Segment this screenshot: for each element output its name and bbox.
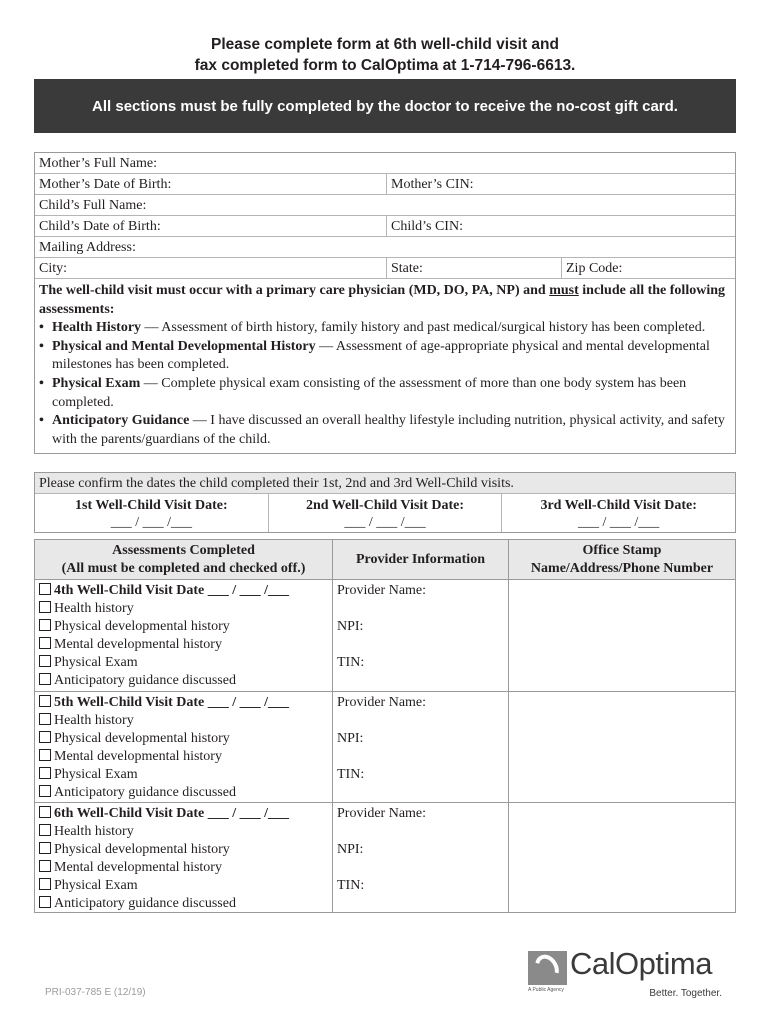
checklist-item[interactable] [39,784,332,802]
heading-line-2: fax completed form to CalOptima at 1-714-796-6613. [194,57,576,74]
requirement-text: — Complete physical exam consisting of the assessment of more than one body system has been completed. [52,375,687,410]
checklist-label: Anticipatory guidance discussed [54,896,236,911]
provider-name-label: Provider Name: [337,695,427,710]
checklist-label: Physical Exam [54,655,138,670]
mother-name-field[interactable]: Mother’s Full Name: [39,156,157,171]
assessments-completed-header [35,540,332,579]
office-stamp-cell[interactable] [508,580,735,691]
assessments-table [34,539,736,913]
tin-label: TIN: [337,655,365,670]
checkbox[interactable] [39,785,51,797]
requirement-item [39,412,729,449]
previous-visits-table [34,472,736,533]
checklist-item[interactable] [39,766,332,784]
checkbox[interactable] [39,896,51,908]
visit-date-blank: ___ / ___ /___ [110,515,192,530]
checkbox[interactable] [39,731,51,743]
checklist-item[interactable] [39,672,332,690]
checklist-item[interactable] [39,654,332,672]
npi-label: NPI: [337,731,364,746]
visit-date-title: 3rd Well-Child Visit Date: [540,498,697,513]
checklist-item[interactable] [39,600,332,618]
checklist-label: Health history [54,713,134,728]
provider-name-label: Provider Name: [337,806,427,821]
requirement-title: Health History [52,320,142,336]
checklist-label: Anticipatory guidance discussed [54,785,236,800]
office-stamp-cell[interactable] [508,692,735,802]
npi-label: NPI: [337,619,364,634]
requirement-item [39,338,729,375]
requirements-lead-must: must [549,283,579,298]
checkbox[interactable] [39,767,51,779]
patient-info-form [34,152,736,454]
checkbox[interactable] [39,601,51,613]
visit-6-block [35,802,735,913]
mailing-address-field[interactable]: Mailing Address: [39,240,136,255]
visit-date-blank: ___ / ___ /___ [344,515,426,530]
provider-info-header: Provider Information [332,540,508,579]
assessments-header-row [35,540,735,580]
mailing-row [35,237,735,258]
checklist-label: Physical Exam [54,878,138,893]
visit-date-label: 4th Well-Child Visit Date ___ / ___ /___ [54,583,290,598]
checkbox[interactable] [39,860,51,872]
caloptima-logo [528,946,728,1001]
header-line: Name/Address/Phone Number [530,560,714,576]
checklist-label: Health history [54,824,134,839]
visit-date-label: 5th Well-Child Visit Date ___ / ___ /___ [54,695,290,710]
requirements-section [35,279,735,453]
requirements-lead [39,282,729,319]
header-line: Office Stamp [582,542,662,558]
bullet: • [39,375,44,391]
logo-agency: A Public Agency [528,987,564,993]
checklist-label: Physical developmental history [54,731,230,746]
city-field[interactable]: City: [39,261,68,276]
checkbox[interactable] [39,878,51,890]
requirement-title: Physical Exam [52,375,141,391]
requirements-lead-a: The well-child visit must occur with a primary care physician (MD, DO, PA, NP) and [39,283,550,298]
instruction-banner: All sections must be fully completed by the doctor to receive the no-cost gift card. [34,79,736,133]
bullet: • [39,413,44,429]
checkbox[interactable] [39,655,51,667]
provider-name-label: Provider Name: [337,583,427,598]
visit-5-block [35,691,735,802]
checklist-item[interactable] [39,636,332,654]
requirement-title: Anticipatory Guidance [52,413,190,429]
previous-visits-intro: Please confirm the dates the child completed their 1st, 2nd and 3rd Well-Child visits. [35,473,735,494]
requirements-list [39,319,729,449]
child-name-field[interactable]: Child’s Full Name: [39,198,147,213]
checklist-item[interactable] [39,895,332,913]
form-code: PRI-037-785 E (12/19) [45,987,146,998]
visit-date-label: 6th Well-Child Visit Date ___ / ___ /___ [54,806,290,821]
city-row [35,258,735,279]
checklist-label: Mental developmental history [54,637,222,652]
checkbox[interactable] [39,824,51,836]
visit-date-title: 2nd Well-Child Visit Date: [305,498,465,513]
office-stamp-cell[interactable] [508,803,735,913]
assessments-checklist [35,803,332,913]
checkbox[interactable] [39,673,51,685]
checklist-item[interactable] [39,841,332,859]
child-dob-field[interactable]: Child’s Date of Birth: [39,219,161,234]
heading-line-1: Please complete form at 6th well-child visit and [211,36,559,53]
header-line: (All must be completed and checked off.) [61,560,306,576]
visit-date-line[interactable] [39,582,332,600]
tin-label: TIN: [337,767,365,782]
checkbox[interactable] [39,695,51,707]
requirement-title: Physical and Mental Developmental History [52,338,316,354]
office-stamp-header [508,540,735,579]
requirement-text: — Assessment of birth history, family history and past medical/surgical history has been completed. [141,320,706,336]
bullet: • [39,320,44,336]
visit-4-block [35,580,735,691]
checklist-label: Physical Exam [54,767,138,782]
caloptima-mark-icon [528,951,567,985]
requirement-item [39,375,729,412]
assessments-checklist [35,692,332,802]
visit-date-line[interactable] [39,694,332,712]
visit-date-title: 1st Well-Child Visit Date: [75,498,228,513]
visit-1-date-cell[interactable] [35,494,268,532]
checklist-item[interactable] [39,748,332,766]
requirement-text: — Assessment of age-appropriate physical and mental developmental milestones has been completed. [52,338,710,373]
checklist-label: Health history [54,601,134,616]
zip-field[interactable]: Zip Code: [561,258,735,278]
checklist-item[interactable] [39,859,332,877]
checklist-label: Physical developmental history [54,619,230,634]
checkbox[interactable] [39,713,51,725]
mother-name-row [35,153,735,174]
mother-dob-row [35,174,735,195]
provider-info-cell[interactable] [332,803,508,913]
checklist-label: Physical developmental history [54,842,230,857]
checklist-item[interactable] [39,823,332,841]
checkbox[interactable] [39,806,51,818]
logo-tagline: Better. Together. [649,988,722,999]
bullet: • [39,338,44,354]
checklist-item[interactable] [39,712,332,730]
mother-dob-field[interactable]: Mother’s Date of Birth: [39,177,172,192]
child-name-row [35,195,735,216]
checkbox[interactable] [39,749,51,761]
checklist-item[interactable] [39,730,332,748]
npi-label: NPI: [337,842,364,857]
child-cin-field[interactable]: Child’s CIN: [386,216,735,236]
checkbox[interactable] [39,842,51,854]
checklist-item[interactable] [39,618,332,636]
provider-info-cell[interactable] [332,580,508,691]
visit-3-date-cell[interactable] [501,494,735,532]
header-line: Assessments Completed [112,542,255,558]
provider-info-cell[interactable] [332,692,508,802]
mother-cin-field[interactable]: Mother’s CIN: [386,174,735,194]
visit-date-line[interactable] [39,805,332,823]
checklist-item[interactable] [39,877,332,895]
tin-label: TIN: [337,878,365,893]
requirements-lead-b: include all the following assessments: [39,283,725,317]
child-dob-row [35,216,735,237]
previous-visits-columns [35,494,735,532]
checklist-label: Anticipatory guidance discussed [54,673,236,688]
requirement-text: — I have discussed an overall healthy lifestyle including nutrition, physical activity, and safety with the parents/guardians of the child. [52,413,725,447]
checklist-label: Mental developmental history [54,860,222,875]
visit-date-blank: ___ / ___ /___ [578,515,660,530]
visit-2-date-cell[interactable] [268,494,502,532]
assessments-checklist [35,580,332,691]
form-heading [0,34,770,76]
checkbox[interactable] [39,583,51,595]
logo-name: CalOptima [570,946,712,981]
state-field[interactable]: State: [386,258,561,278]
checklist-label: Mental developmental history [54,749,222,764]
checkbox[interactable] [39,619,51,631]
requirement-item [39,319,729,338]
checkbox[interactable] [39,637,51,649]
